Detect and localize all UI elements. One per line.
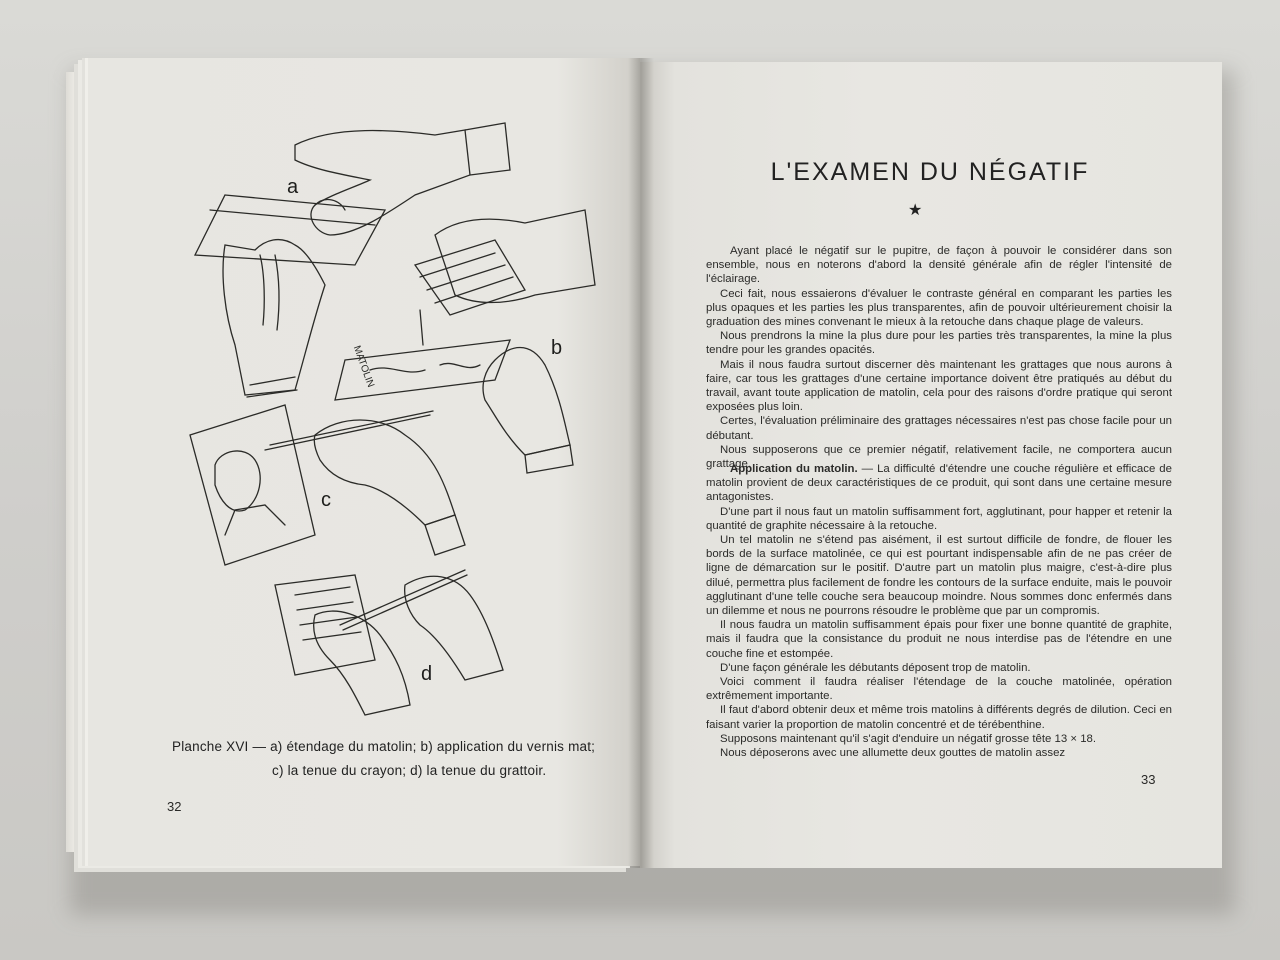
matolin-section bbox=[706, 462, 1172, 760]
section-heading: Application du matolin. bbox=[730, 463, 858, 475]
paragraph: Nous déposerons avec une allumette deux gouttes de matolin assez bbox=[720, 747, 1066, 760]
bottle-label: MATOLIN bbox=[350, 344, 376, 389]
figure-caption bbox=[172, 735, 642, 783]
left-page-number: 32 bbox=[167, 799, 182, 814]
section-lead bbox=[706, 462, 1172, 505]
intro-text bbox=[706, 244, 1172, 471]
paragraph: D'une façon générale les débutants déposent trop de matolin. bbox=[720, 661, 1031, 674]
figure-letter-d: d bbox=[421, 663, 433, 685]
figure-letter-a: a bbox=[287, 176, 299, 198]
figure-letter-b: b bbox=[551, 337, 563, 359]
caption-line-2: c) la tenue du crayon; d) la tenue du grattoir. bbox=[272, 763, 547, 778]
figure-a-drawing bbox=[195, 123, 510, 397]
paragraph: Certes, l'évaluation préliminaire des grattages nécessaires n'est pas chose facile pour un débutant. bbox=[706, 415, 1172, 442]
paragraph: Il faut d'abord obtenir deux et même trois matolins à différents degrés de dilution. Ceci en faisant varier la proportion de matolin concentré et de térébenthine. bbox=[706, 704, 1172, 731]
paragraph: Un tel matolin ne s'étend pas aisément, il est surtout difficile de fondre, de flouer les bords de la surface matolinée, ce qui est pourtant indispensable afin de ne pas créer de ligne de démarcation sur le positif. D'autre part un matolin plus maigre, c'est-à-dire plus dilué, permettra plus facilement de fondre les contours de la surface enduite, mais le pouvoir agglutinant d'une telle couche sera beaucoup moindre. Nous sommes donc enfermés dans un dilemme et nous ne pourrons résoudre le problème que par un compromis. bbox=[706, 534, 1173, 618]
paragraph: Nous supposerons que ce premier négatif, relativement facile, ne comportera aucun grattage. bbox=[706, 443, 1172, 471]
caption-line-1: Planche XVI — a) étendage du matolin; b) application du vernis mat; bbox=[172, 739, 596, 754]
figure-letter-c: c bbox=[321, 489, 331, 511]
star-ornament: ★ bbox=[908, 200, 923, 219]
book-cover-edge bbox=[66, 72, 88, 852]
paragraph: Il nous faudra un matolin suffisamment épais pour fixer une bonne quantité de graphite, mais il faudra que la consistance du produit ne nous interdise pas de l'étendre en une couche fine et estompée. bbox=[706, 619, 1172, 660]
figure-d-drawing bbox=[275, 570, 503, 715]
paragraph: Nous prendrons la mine la plus dure pour les parties très transparentes, la mine la plus tendre pour les grandes opacités. bbox=[706, 330, 1172, 357]
section-lead-text: — La difficulté d'étendre une couche régulière et efficace de matolin provient de deux caractéristiques de ce produit, qui sont dans une certaine mesure antagonistes. bbox=[706, 463, 1172, 504]
figure-c-drawing bbox=[190, 405, 465, 565]
paragraph: D'une part il nous faut un matolin suffisamment fort, agglutinant, pour happer et retenir la quantité de graphite nécessaire à la retouche. bbox=[706, 505, 1172, 532]
paragraph: Mais il nous faudra surtout discerner dès maintenant les grattages que nous aurons à faire, car tous les grattages d'une certaine importance doivent être pratiqués au début du travail, avant toute application de matolin, cela pour des raisons d'ordre pratique qui seront exposées plus loin. bbox=[706, 358, 1172, 414]
chapter-title: L'EXAMEN DU NÉGATIF bbox=[770, 158, 1090, 186]
hands-illustration bbox=[165, 115, 635, 730]
paragraph: Ceci fait, nous essaierons d'évaluer le contraste général en comparant les parties les plus opaques et les parties les plus transparentes, afin de pouvoir ultérieurement choisir la graduation des mines convenant le mieux à la retouche dans chaque plage de valeurs. bbox=[706, 287, 1172, 329]
paragraph: Ayant placé le négatif sur le pupitre, de façon à pouvoir le considérer dans son ensemble, nous en noterons d'abord la densité générale afin de régler l'intensité de l'éclairage. bbox=[706, 245, 1172, 286]
paragraph: Supposons maintenant qu'il s'agit d'enduire un négatif grosse tête 13 × 18. bbox=[720, 732, 1097, 745]
paragraph: Voici comment il faudra réaliser l'étendage de la couche matolinée, opération extrêmement importante. bbox=[706, 676, 1172, 703]
right-page-number: 33 bbox=[1141, 772, 1156, 787]
